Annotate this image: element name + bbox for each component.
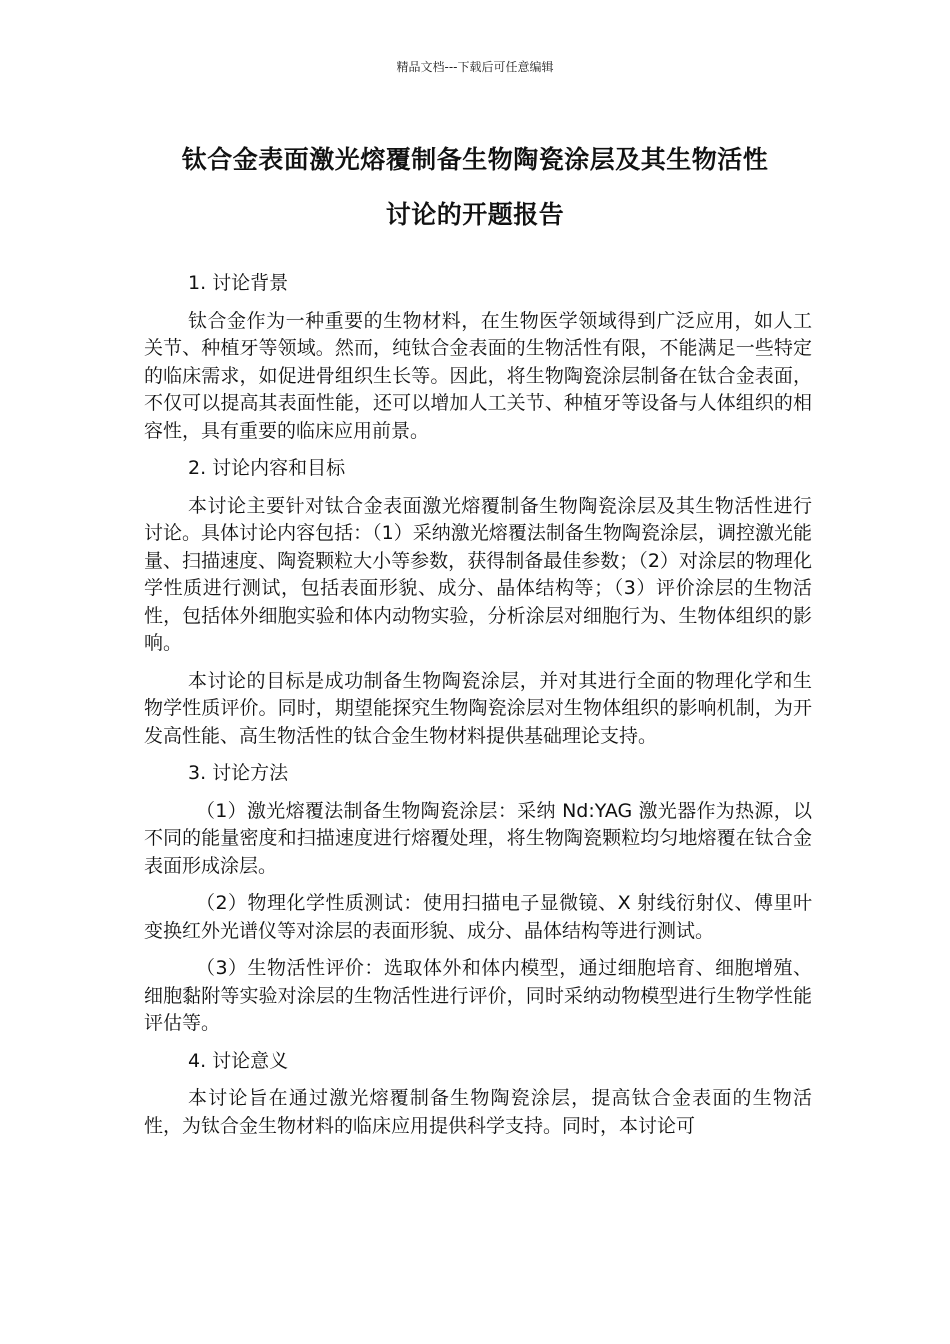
section-heading-content: 2. 讨论内容和目标 (188, 457, 346, 479)
title-line-2: 讨论的开题报告 (385, 200, 565, 229)
section-heading-background: 1. 讨论背景 (188, 272, 289, 294)
background-paragraph: 钛合金作为一种重要的生物材料，在生物医学领域得到广泛应用，如人工关节、种植牙等领域。然而，纯钛合金表面的生物活性有限，不能满足一些特定的临床需求，如促进骨组织生长等。因此，将生物陶瓷涂层制备在钛合金表面，不仅可以提高其表面性能，还可以增加人工关节、种植牙等设备与人体组织的相容性，具有重要的临床应用前景。 (144, 309, 812, 442)
content-paragraph-2: 本讨论的目标是成功制备生物陶瓷涂层，并对其进行全面的物理化学和生物学性质评价。同时，期望能探究生物陶瓷涂层对生物体组织的影响机制，为开发高性能、高生物活性的钛合金生物材料提供基础理论支持。 (144, 669, 812, 747)
section-heading-methods: 3. 讨论方法 (188, 762, 289, 784)
header-note: 精品文档---下载后可任意编辑 (396, 60, 554, 74)
title-line-1: 钛合金表面激光熔覆制备生物陶瓷涂层及其生物活性 (181, 145, 769, 174)
methods-paragraph-2: （2）物理化学性质测试：使用扫描电子显微镜、X 射线衍射仪、傅里叶变换红外光谱仪等对涂层的表面形貌、成分、晶体结构等进行测试。 (144, 892, 812, 942)
significance-paragraph: 本讨论旨在通过激光熔覆制备生物陶瓷涂层，提高钛合金表面的生物活性，为钛合金生物材料的临床应用提供科学支持。同时，本讨论可 (144, 1087, 812, 1137)
methods-paragraph-3: （3）生物活性评价：选取体外和体内模型，通过细胞培育、细胞增殖、细胞黏附等实验对涂层的生物活性进行评价，同时采纳动物模型进行生物学性能评估等。 (144, 957, 812, 1034)
document-body (144, 270, 812, 1150)
methods-paragraph-1: （1）激光熔覆法制备生物陶瓷涂层：采纳 Nd:YAG 激光器作为热源，以不同的能量密度和扫描速度进行熔覆处理，将生物陶瓷颗粒均匀地熔覆在钛合金表面形成涂层。 (144, 799, 812, 877)
section-heading-significance: 4. 讨论意义 (188, 1049, 289, 1072)
content-paragraph-1: 本讨论主要针对钛合金表面激光熔覆制备生物陶瓷涂层及其生物活性进行讨论。具体讨论内容包括：（1）采纳激光熔覆法制备生物陶瓷涂层，调控激光能量、扫描速度、陶瓷颗粒大小等参数，获得制备最佳参数；（2）对涂层的物理化学性质进行测试，包括表面形貌、成分、晶体结构等；（3）评价涂层的生物活性，包括体外细胞实验和体内动物实验，分析涂层对细胞行为、生物体组织的影响。 (144, 494, 812, 654)
